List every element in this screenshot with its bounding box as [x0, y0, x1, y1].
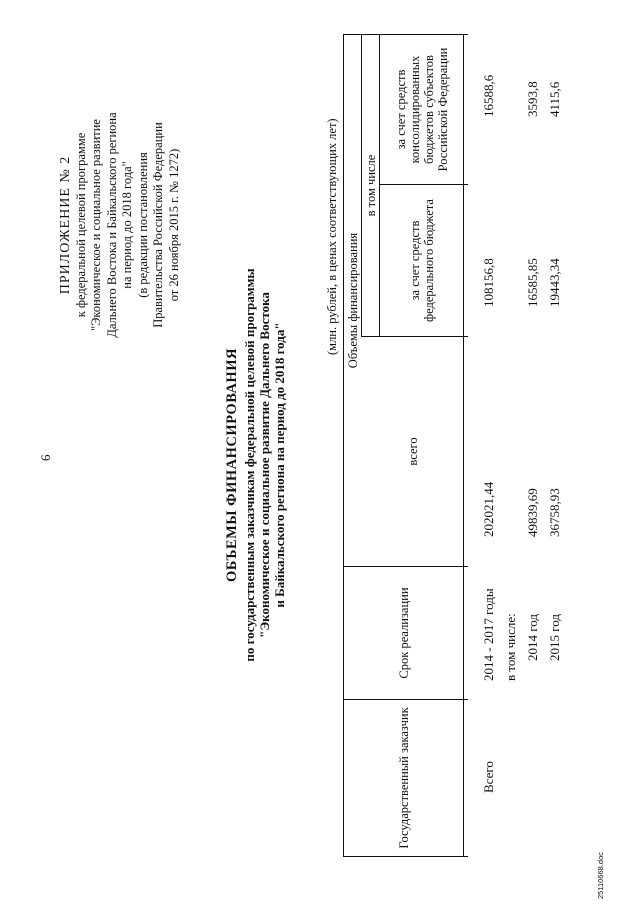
period-cell: 2014 - 2017 годы: [481, 588, 496, 681]
document-title: [225, 185, 287, 745]
total-cell: 202021,44: [481, 481, 496, 537]
document-title-line: по государственным заказчикам федеральной целевой программы: [242, 268, 257, 662]
header-funding-volumes: Объемы финансирования: [345, 232, 360, 369]
federal-cell: 16585,85: [525, 258, 540, 307]
document-title-line: "Экономическое и социальное развитие Дальнего Востока: [257, 292, 272, 638]
header-total: всего: [405, 437, 420, 466]
header-including: в том числе: [363, 154, 378, 217]
header-federal: за счет средств федерального бюджета: [407, 199, 436, 322]
total-cell: 36758,93: [547, 488, 562, 537]
table-left-rule: [343, 856, 468, 857]
annex-block: [58, 45, 182, 405]
period-cell: 2014 год: [525, 614, 540, 661]
federal-cell: 19443,34: [547, 258, 562, 307]
annex-line: Правительства Российской Федерации: [151, 122, 165, 328]
regional-cell: 3593,8: [525, 81, 540, 117]
regional-cell: 16588,6: [481, 74, 496, 117]
header-bottom-rule: [463, 34, 464, 857]
header-customer: Государственный заказчик: [396, 707, 411, 849]
annex-line: "Экономическое и социальное развитие: [89, 119, 103, 331]
annex-line: к федеральной целевой программе: [73, 132, 88, 318]
document-title-main: ОБЪЕМЫ ФИНАНСИРОВАНИЯ: [224, 348, 240, 582]
including-label: в том числе:: [503, 613, 518, 681]
annex-title: ПРИЛОЖЕНИЕ № 2: [58, 155, 73, 295]
page-number: 6: [38, 454, 53, 461]
header-regional: за счет средств консолидированных бюджетов субъектов Российской Федерации: [393, 47, 450, 172]
header-period: Срок реализации: [396, 587, 411, 679]
annex-line: Дальнего Востока и Байкальского региона: [104, 112, 119, 338]
document-title-line: и Байкальского региона на период до 2018 года": [272, 322, 287, 608]
annex-line: на период до 2018 года": [120, 161, 134, 289]
customer-total-label: Всего: [481, 761, 496, 793]
file-stamp: 25110668.doc: [596, 852, 605, 899]
annex-line: от 26 ноября 2015 г. № 1272): [166, 148, 181, 302]
federal-cell: 108156,8: [481, 258, 496, 307]
annex-line: (в редакции постановления: [135, 152, 150, 298]
period-cell: 2015 год: [547, 614, 562, 661]
units-note: (млн. рублей, в ценах соответствующих лет): [325, 118, 339, 355]
total-cell: 49839,69: [525, 488, 540, 537]
regional-cell: 4115,6: [547, 81, 562, 117]
